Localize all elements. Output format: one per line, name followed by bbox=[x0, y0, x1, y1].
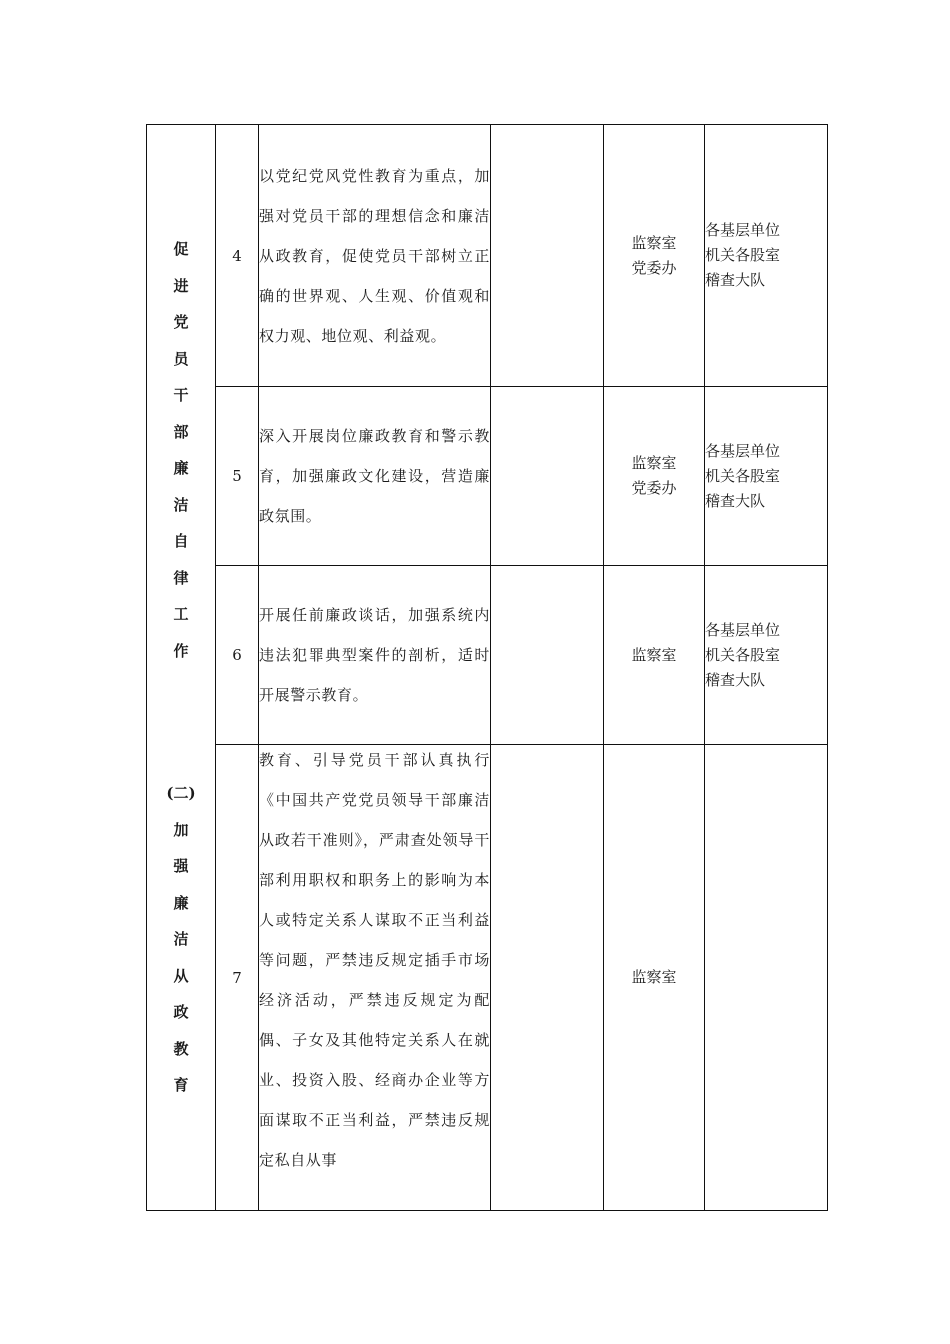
responsible-unit-cell bbox=[705, 125, 828, 387]
category-char: 干 bbox=[173, 386, 189, 405]
category-char: 进 bbox=[173, 276, 189, 295]
category-char: 员 bbox=[173, 349, 189, 368]
time-cell bbox=[491, 387, 604, 566]
lead-department-cell bbox=[604, 745, 705, 1211]
lead-department: 监察室 bbox=[631, 233, 677, 252]
category-char: 工 bbox=[173, 605, 189, 624]
responsible-unit: 机关各股室 bbox=[705, 246, 781, 264]
lead-department-cell bbox=[604, 387, 705, 566]
responsible-unit: 各基层单位 bbox=[705, 441, 781, 460]
category-char: 部 bbox=[173, 422, 189, 441]
time-cell bbox=[491, 125, 604, 387]
row-number: 5 bbox=[216, 387, 259, 566]
responsible-unit: 各基层单位 bbox=[705, 620, 781, 639]
category-cell bbox=[147, 125, 216, 1211]
task-content: 教育、引导党员干部认真执行《中国共产党党员领导干部廉洁从政若干准则》，严肃查处领导干部利用职权和职务上的影响为本人或特定关系人谋取不正当利益等问题，严禁违反规定插手市场经济活动，严禁违反规定为配偶、子女及其他特定关系人在就业、投资入股、经商办企业等方面谋取不正当利益，严禁违反规定私自从事 bbox=[259, 751, 490, 1169]
lead-department-cell bbox=[604, 566, 705, 745]
subcategory-char: 加 bbox=[173, 820, 189, 839]
lead-department: 党委办 bbox=[631, 479, 677, 497]
subcategory-char: 育 bbox=[173, 1076, 189, 1095]
subcategory-char: 从 bbox=[173, 966, 189, 985]
responsible-unit-cell bbox=[705, 566, 828, 745]
table-row bbox=[147, 125, 828, 387]
row-number: 6 bbox=[216, 566, 259, 745]
subcategory-char: (二) bbox=[166, 784, 196, 803]
category-char: 洁 bbox=[173, 495, 189, 514]
task-content: 以党纪党风党性教育为重点，加强对党员干部的理想信念和廉洁从政教育，促使党员干部树立正确的世界观、人生观、价值观和权力观、地位观、利益观。 bbox=[259, 125, 491, 387]
category-char: 党 bbox=[173, 313, 189, 332]
category-char: 自 bbox=[173, 532, 189, 551]
task-content: 开展任前廉政谈话，加强系统内违法犯罪典型案件的剖析，适时开展警示教育。 bbox=[259, 566, 491, 745]
subcategory-char: 强 bbox=[173, 857, 189, 876]
row-number: 4 bbox=[216, 125, 259, 387]
lead-department: 监察室 bbox=[631, 968, 677, 986]
category-char: 廉 bbox=[173, 459, 189, 478]
subcategory-char: 教 bbox=[173, 1039, 189, 1058]
responsible-unit: 稽查大队 bbox=[705, 271, 766, 289]
row-number: 7 bbox=[216, 745, 259, 1211]
category-char: 律 bbox=[173, 568, 189, 587]
lead-department: 监察室 bbox=[631, 645, 677, 664]
subcategory-char: 洁 bbox=[173, 930, 189, 949]
responsible-unit-cell bbox=[705, 745, 828, 1211]
work-plan-table bbox=[146, 124, 828, 1211]
table-row bbox=[147, 387, 828, 566]
responsible-unit: 机关各股室 bbox=[705, 466, 781, 485]
lead-department: 监察室 bbox=[631, 454, 677, 472]
responsible-unit: 机关各股室 bbox=[705, 645, 781, 664]
lead-department-cell bbox=[604, 125, 705, 387]
task-content: 深入开展岗位廉政教育和警示教育，加强廉政文化建设，营造廉政氛围。 bbox=[259, 387, 491, 566]
task-content-cell bbox=[259, 745, 491, 1211]
responsible-unit-cell bbox=[705, 387, 828, 566]
table-row bbox=[147, 745, 828, 1211]
table-row bbox=[147, 566, 828, 745]
subcategory-char: 政 bbox=[173, 1003, 189, 1022]
responsible-unit: 各基层单位 bbox=[705, 221, 781, 239]
time-cell bbox=[491, 745, 604, 1211]
category-char: 促 bbox=[173, 240, 189, 259]
category-gap bbox=[147, 669, 215, 775]
responsible-unit: 稽查大队 bbox=[705, 670, 766, 689]
time-cell bbox=[491, 566, 604, 745]
subcategory-char: 廉 bbox=[173, 893, 189, 912]
responsible-unit: 稽查大队 bbox=[705, 491, 766, 510]
category-char: 作 bbox=[173, 641, 189, 660]
lead-department: 党委办 bbox=[631, 258, 677, 277]
